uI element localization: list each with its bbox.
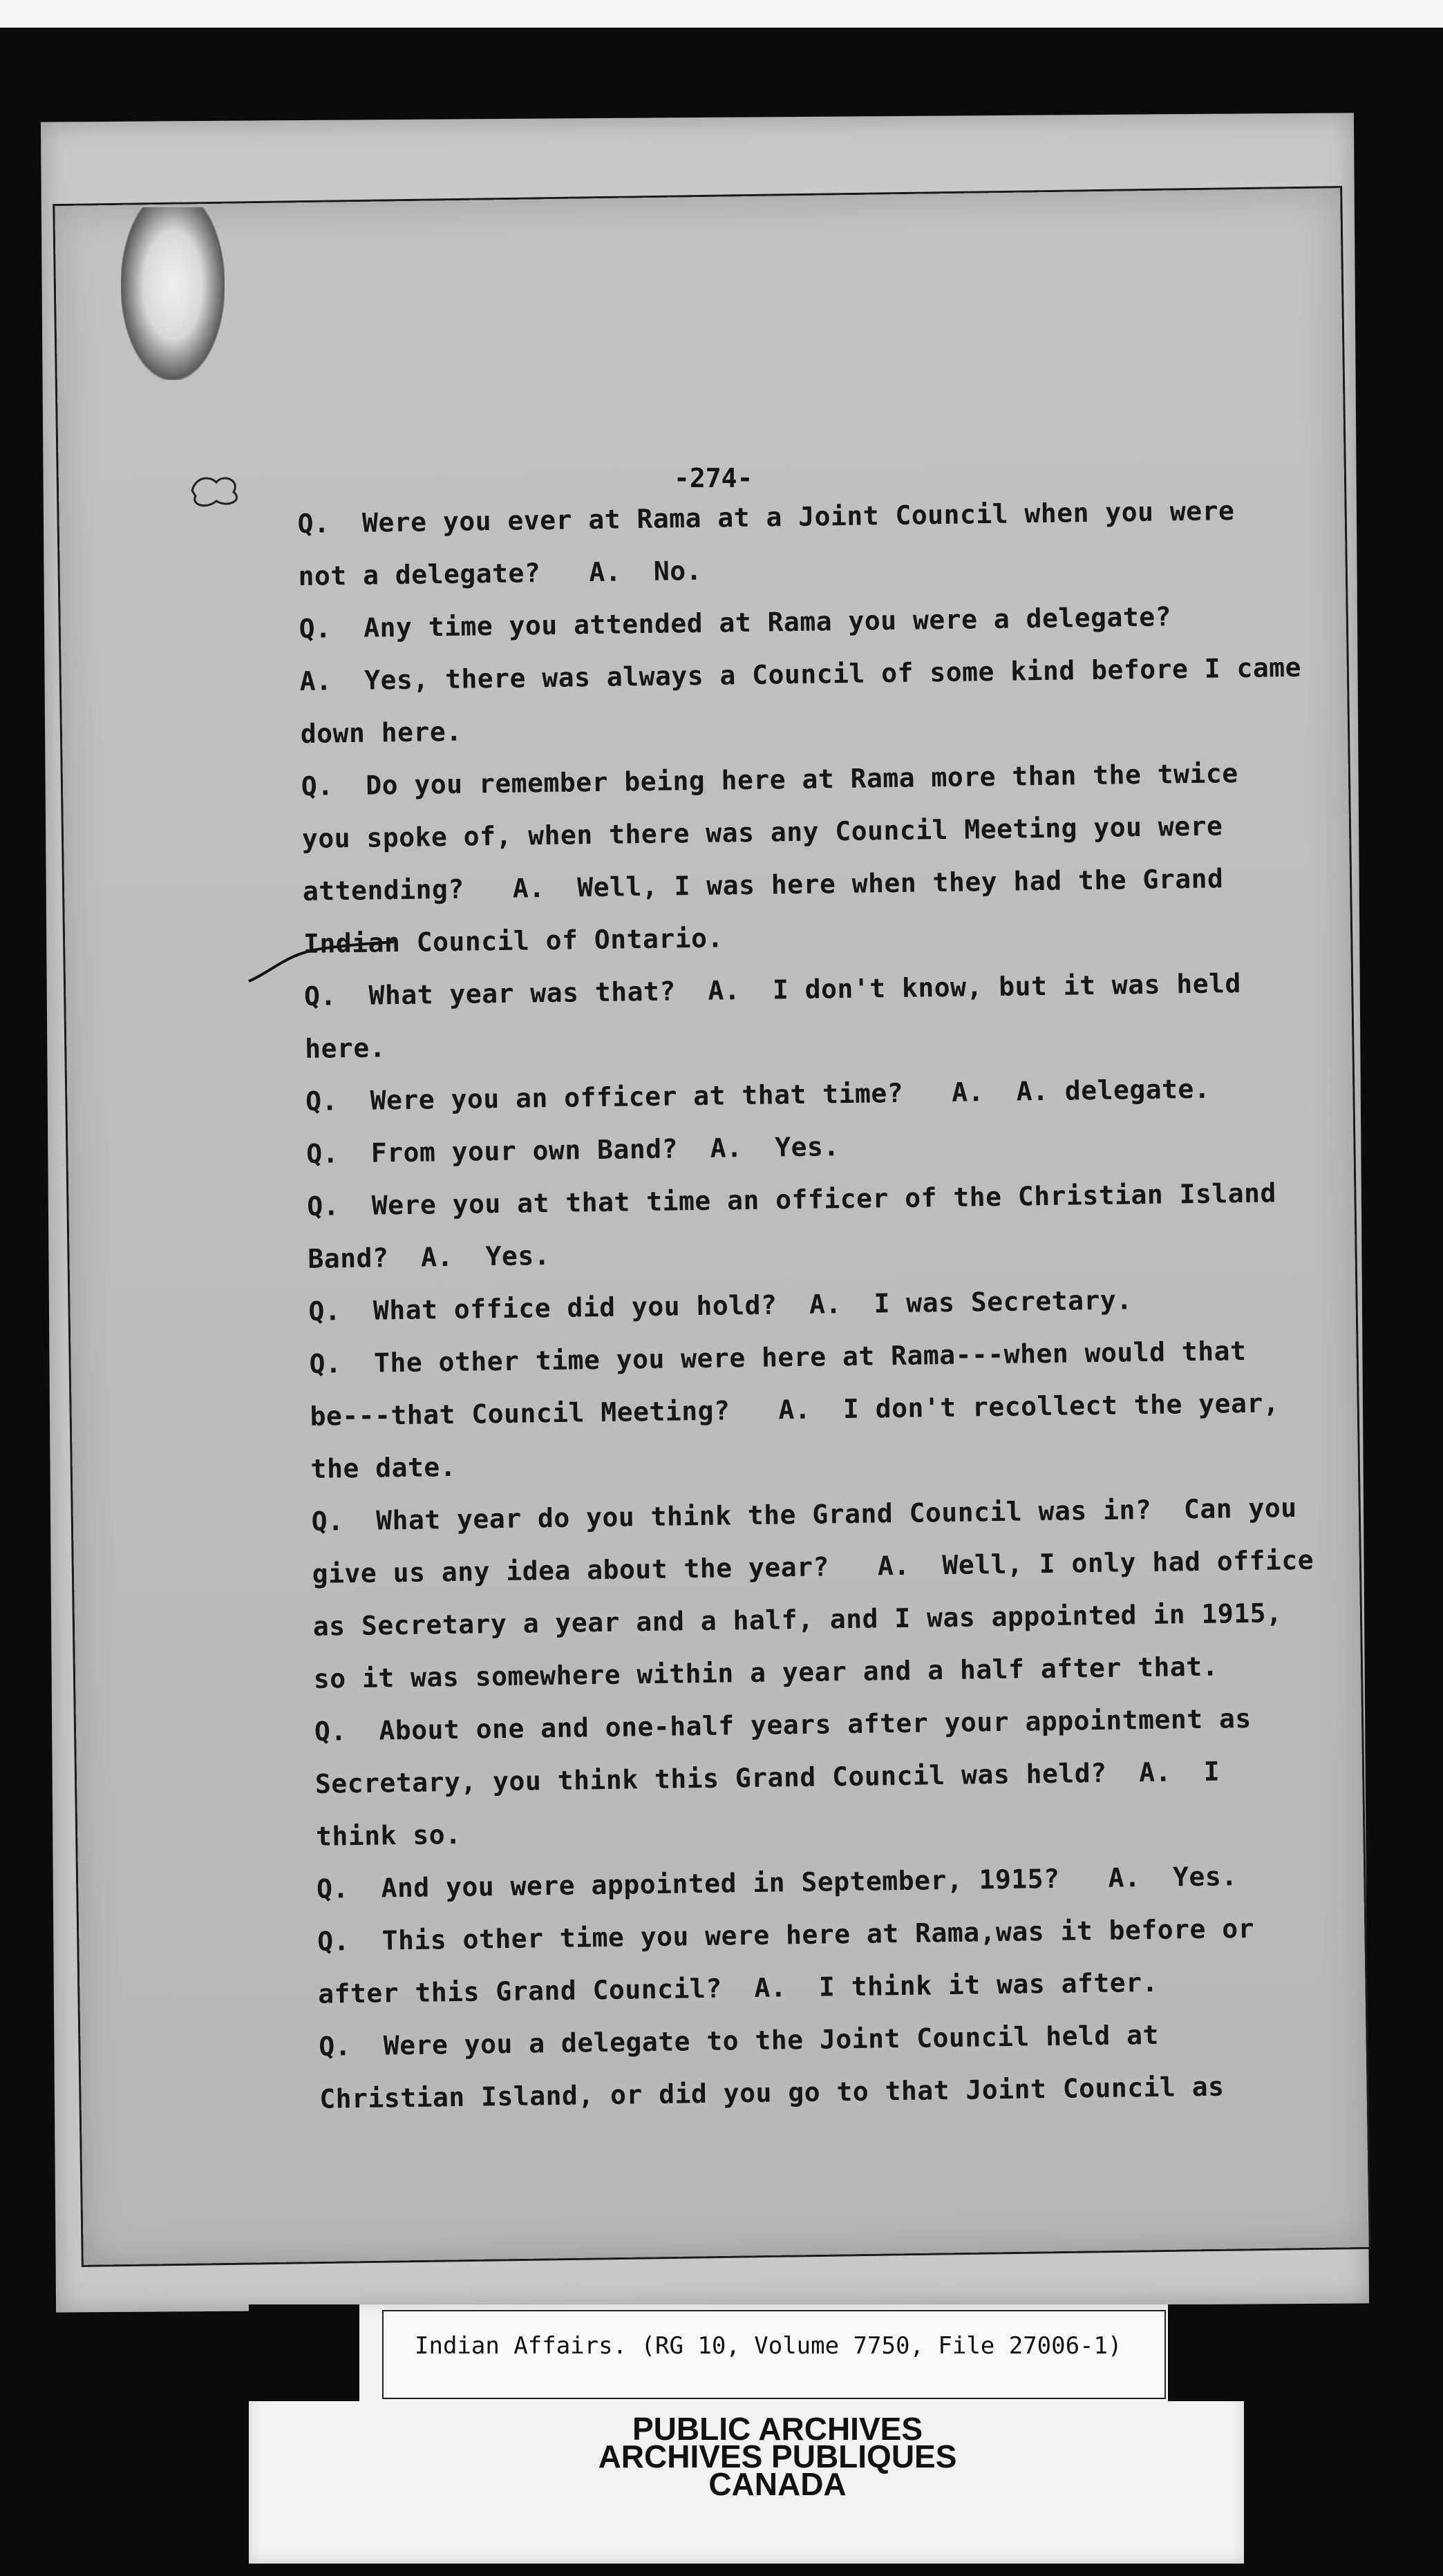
torn-corner-mark	[121, 207, 225, 380]
transcript-line: give us any idea about the year? A. Well, I only had office	[312, 1544, 1314, 1589]
transcript-line: Q. What office did you hold? A. I was Secretary.	[308, 1285, 1133, 1327]
pencil-scribble-mark	[185, 470, 247, 511]
transcript-line: Q. What year do you think the Grand Council was in? Can you	[311, 1492, 1297, 1537]
transcript-line: Q. What year was that? A. I don't know, but it was held	[303, 968, 1242, 1012]
transcript-line: attending? A. Well, I was here when they had the Grand	[302, 863, 1224, 907]
transcript-line: be---that Council Meeting? A. I don't recollect the year,	[310, 1388, 1280, 1432]
transcript-line: Q. Were you at that time an officer of the Christian Island	[307, 1177, 1277, 1222]
transcript-line: as Secretary a year and a half, and I was appointed in 1915,	[312, 1598, 1283, 1642]
caption-notch-right	[1168, 2304, 1244, 2401]
transcript-line: here.	[304, 1032, 386, 1064]
archives-line-french: ARCHIVES PUBLIQUES	[598, 2438, 957, 2474]
transcript-line: down here.	[300, 716, 462, 749]
transcript-line: Q. Were you ever at Rama at a Joint Council when you were	[297, 495, 1235, 539]
transcript-line: not a delegate? A. No.	[298, 555, 703, 591]
transcript-line: think so.	[315, 1819, 462, 1852]
transcript-line: Q. The other time you were here at Rama---when would that	[309, 1335, 1247, 1379]
transcript-line: A. Yes, there was always a Council of some kind before I came	[299, 652, 1302, 697]
transcript-line: so it was somewhere within a year and a half after that.	[313, 1651, 1219, 1694]
transcript-line: the date.	[310, 1451, 457, 1484]
transcript-line: Christian Island, or did you go to that Joint Council as	[319, 2071, 1225, 2114]
transcript-line: Indian Council of Ontario.	[303, 922, 724, 959]
top-border	[0, 0, 1443, 28]
transcript-line: Q. Were you an officer at that time? A. A. delegate.	[305, 1073, 1211, 1117]
transcript-line: Q. Were you a delegate to the Joint Council held at	[318, 2019, 1160, 2062]
transcript-line: Q. This other time you were here at Rama,was it before or	[317, 1913, 1255, 1957]
transcript-line: Q. Do you remember being here at Rama more than the twice	[301, 758, 1238, 802]
archives-line-english: PUBLIC ARCHIVES	[632, 2411, 923, 2447]
archival-reference: Indian Affairs. (RG 10, Volume 7750, File 27006-1)	[415, 2332, 1122, 2360]
transcript-body	[297, 484, 1322, 2125]
archives-line-country: CANADA	[708, 2466, 847, 2502]
transcript-line: you spoke of, when there was any Council Meeting you were	[301, 811, 1223, 854]
caption-notch-left	[249, 2304, 359, 2401]
transcript-line: Q. About one and one-half years after your appointment as	[314, 1703, 1252, 1747]
page-number: -274-	[674, 463, 753, 493]
transcript-line: Q. And you were appointed in September, 1915? A. Yes.	[316, 1861, 1238, 1904]
transcript-line: Q. Any time you attended at Rama you were a delegate?	[299, 601, 1172, 644]
archives-stamp	[387, 2411, 1168, 2502]
transcript-line: after this Grand Council? A. I think it was after.	[317, 1967, 1159, 2009]
transcript-line: Secretary, you think this Grand Council was held? A. I	[314, 1756, 1220, 1799]
transcript-line: Band? A. Yes.	[308, 1240, 551, 1274]
transcript-line: Q. From your own Band? A. Yes.	[305, 1131, 840, 1169]
